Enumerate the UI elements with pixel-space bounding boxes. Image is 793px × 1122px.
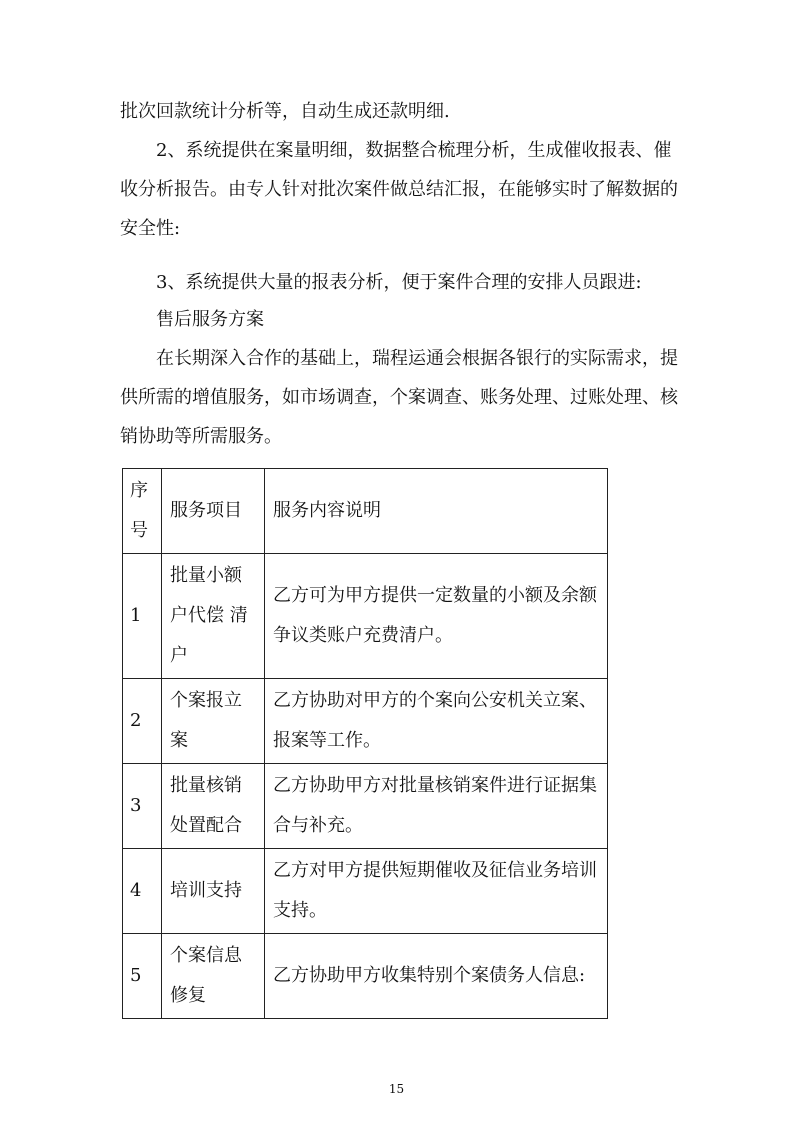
- row-no: 1: [123, 554, 162, 679]
- header-no: 序号: [123, 469, 162, 554]
- row-desc: 乙方协助对甲方的个案向公安机关立案、报案等工作。: [265, 679, 608, 764]
- header-item: 服务项目: [162, 469, 265, 554]
- table-row: [123, 679, 608, 764]
- row-item: 批量核销处置配合: [162, 764, 265, 849]
- table-row: [123, 934, 608, 1019]
- row-desc: 乙方协助甲方收集特别个案债务人信息:: [265, 934, 608, 1019]
- table-row: [123, 849, 608, 934]
- row-item: 个案信息修复: [162, 934, 265, 1019]
- page-number: 15: [388, 1082, 405, 1096]
- header-desc: 服务内容说明: [265, 469, 608, 554]
- row-no: 5: [123, 934, 162, 1019]
- service-table: [122, 468, 608, 1019]
- row-item: 批量小额户代偿 清户: [162, 554, 265, 679]
- paragraph-4: 在长期深入合作的基础上，瑞程运通会根据各银行的实际需求，提供所需的增值服务，如市场调查，个案调查、账务处理、过账处理、核销协助等所需服务。: [120, 348, 678, 447]
- paragraph-1: 批次回款统计分析等，自动生成还款明细.: [120, 101, 450, 122]
- paragraph-3: 3、系统提供大量的报表分析，便于案件合理的安排人员跟进:: [156, 272, 642, 293]
- row-no: 4: [123, 849, 162, 934]
- table-header-row: [123, 469, 608, 554]
- row-desc: 乙方对甲方提供短期催收及征信业务培训支持。: [265, 849, 608, 934]
- section-heading: 售后服务方案: [156, 309, 264, 330]
- table-row: [123, 554, 608, 679]
- row-item: 培训支持: [162, 849, 265, 934]
- row-no: 2: [123, 679, 162, 764]
- row-desc: 乙方可为甲方提供一定数量的小额及余额争议类账户充费清户。: [265, 554, 608, 679]
- paragraph-2: 2、系统提供在案量明细，数据整合梳理分析，生成催收报表、催收分析报告。由专人针对批次案件做总结汇报，在能够实时了解数据的安全性:: [120, 140, 678, 239]
- row-desc: 乙方协助甲方对批量核销案件进行证据集合与补充。: [265, 764, 608, 849]
- table-row: [123, 764, 608, 849]
- row-no: 3: [123, 764, 162, 849]
- row-item: 个案报立案: [162, 679, 265, 764]
